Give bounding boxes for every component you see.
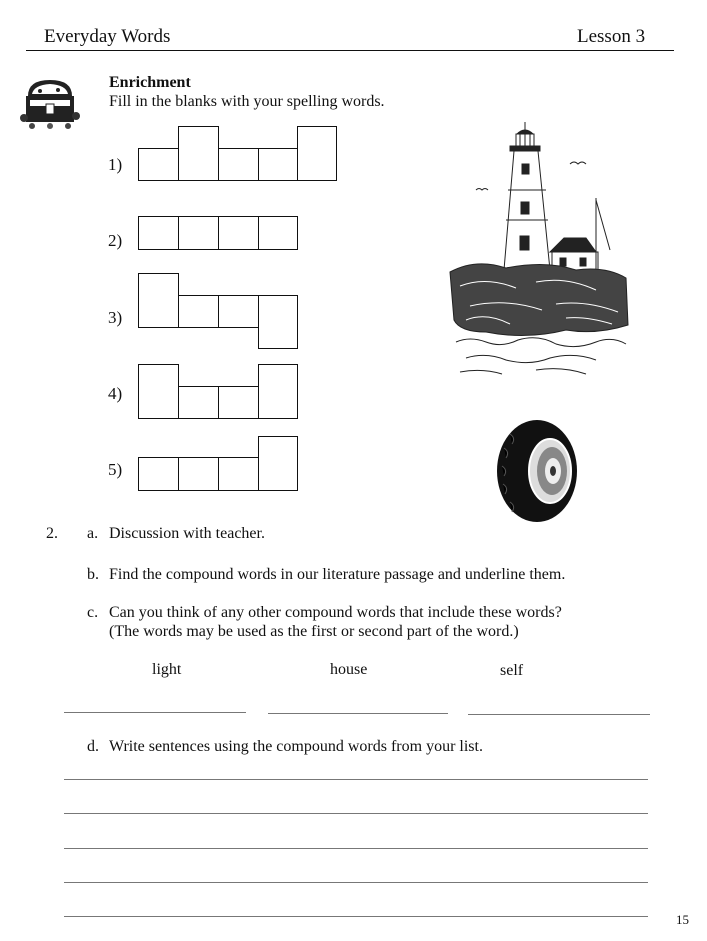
letter-box[interactable] — [138, 457, 179, 491]
part-a-text: Discussion with teacher. — [109, 525, 265, 542]
letter-box[interactable] — [258, 436, 298, 491]
letter-box[interactable] — [178, 386, 219, 419]
item-number: 5) — [108, 460, 123, 479]
base-word-light: light — [152, 661, 182, 678]
letter-box[interactable] — [218, 457, 259, 491]
enrichment-title: Enrichment — [109, 74, 191, 91]
enrichment-instruction: Fill in the blanks with your spelling words. — [109, 93, 385, 110]
lesson-label: Lesson 3 — [577, 26, 646, 47]
part-b-text: Find the compound words in our literature passage and underline them. — [109, 566, 566, 583]
letter-box[interactable] — [218, 148, 259, 181]
letter-box[interactable] — [178, 126, 219, 181]
letter-box[interactable] — [138, 364, 179, 419]
part-d-text: Write sentences using the compound words from your list. — [109, 738, 483, 755]
letter-box[interactable] — [258, 148, 298, 181]
letter-box[interactable] — [178, 457, 219, 491]
letter-box[interactable] — [258, 364, 298, 419]
letter-box[interactable] — [258, 216, 298, 250]
sentence-line[interactable] — [64, 882, 648, 883]
header-divider — [26, 50, 674, 51]
letter-box[interactable] — [218, 216, 259, 250]
item-number: 1) — [108, 155, 123, 174]
item-number: 2) — [108, 231, 123, 250]
answer-line-light[interactable] — [64, 712, 246, 713]
letter-box[interactable] — [138, 148, 179, 181]
item-number: 4) — [108, 384, 123, 403]
part-c-text-line2: (The words may be used as the first or second part of the word.) — [109, 623, 519, 640]
part-a-letter: a. — [87, 525, 99, 542]
letter-box[interactable] — [297, 126, 337, 181]
sentence-line[interactable] — [64, 916, 648, 917]
page-number: 15 — [676, 912, 689, 927]
part-c-letter: c. — [87, 604, 99, 621]
exercise-number: 2. — [46, 525, 58, 542]
part-b-letter: b. — [87, 566, 99, 583]
tire-illustration — [494, 418, 580, 524]
answer-line-self[interactable] — [468, 714, 650, 715]
sentence-line[interactable] — [64, 813, 648, 814]
part-c-text-line1: Can you think of any other compound words that include these words? — [109, 604, 562, 621]
answer-line-house[interactable] — [268, 713, 448, 714]
part-d-letter: d. — [87, 738, 99, 755]
letter-box[interactable] — [178, 295, 219, 328]
letter-box[interactable] — [218, 295, 259, 328]
item-number: 3) — [108, 308, 123, 327]
letter-box[interactable] — [178, 216, 219, 250]
sentence-line[interactable] — [64, 848, 648, 849]
lighthouse-illustration — [446, 120, 636, 380]
letter-box[interactable] — [138, 216, 179, 250]
page-header-title: Everyday Words — [44, 26, 171, 47]
treasure-chest-icon — [18, 74, 82, 130]
letter-box[interactable] — [258, 295, 298, 349]
letter-box[interactable] — [218, 386, 259, 419]
sentence-line[interactable] — [64, 779, 648, 780]
letter-box[interactable] — [138, 273, 179, 328]
base-word-self: self — [500, 662, 524, 679]
base-word-house: house — [330, 661, 368, 678]
